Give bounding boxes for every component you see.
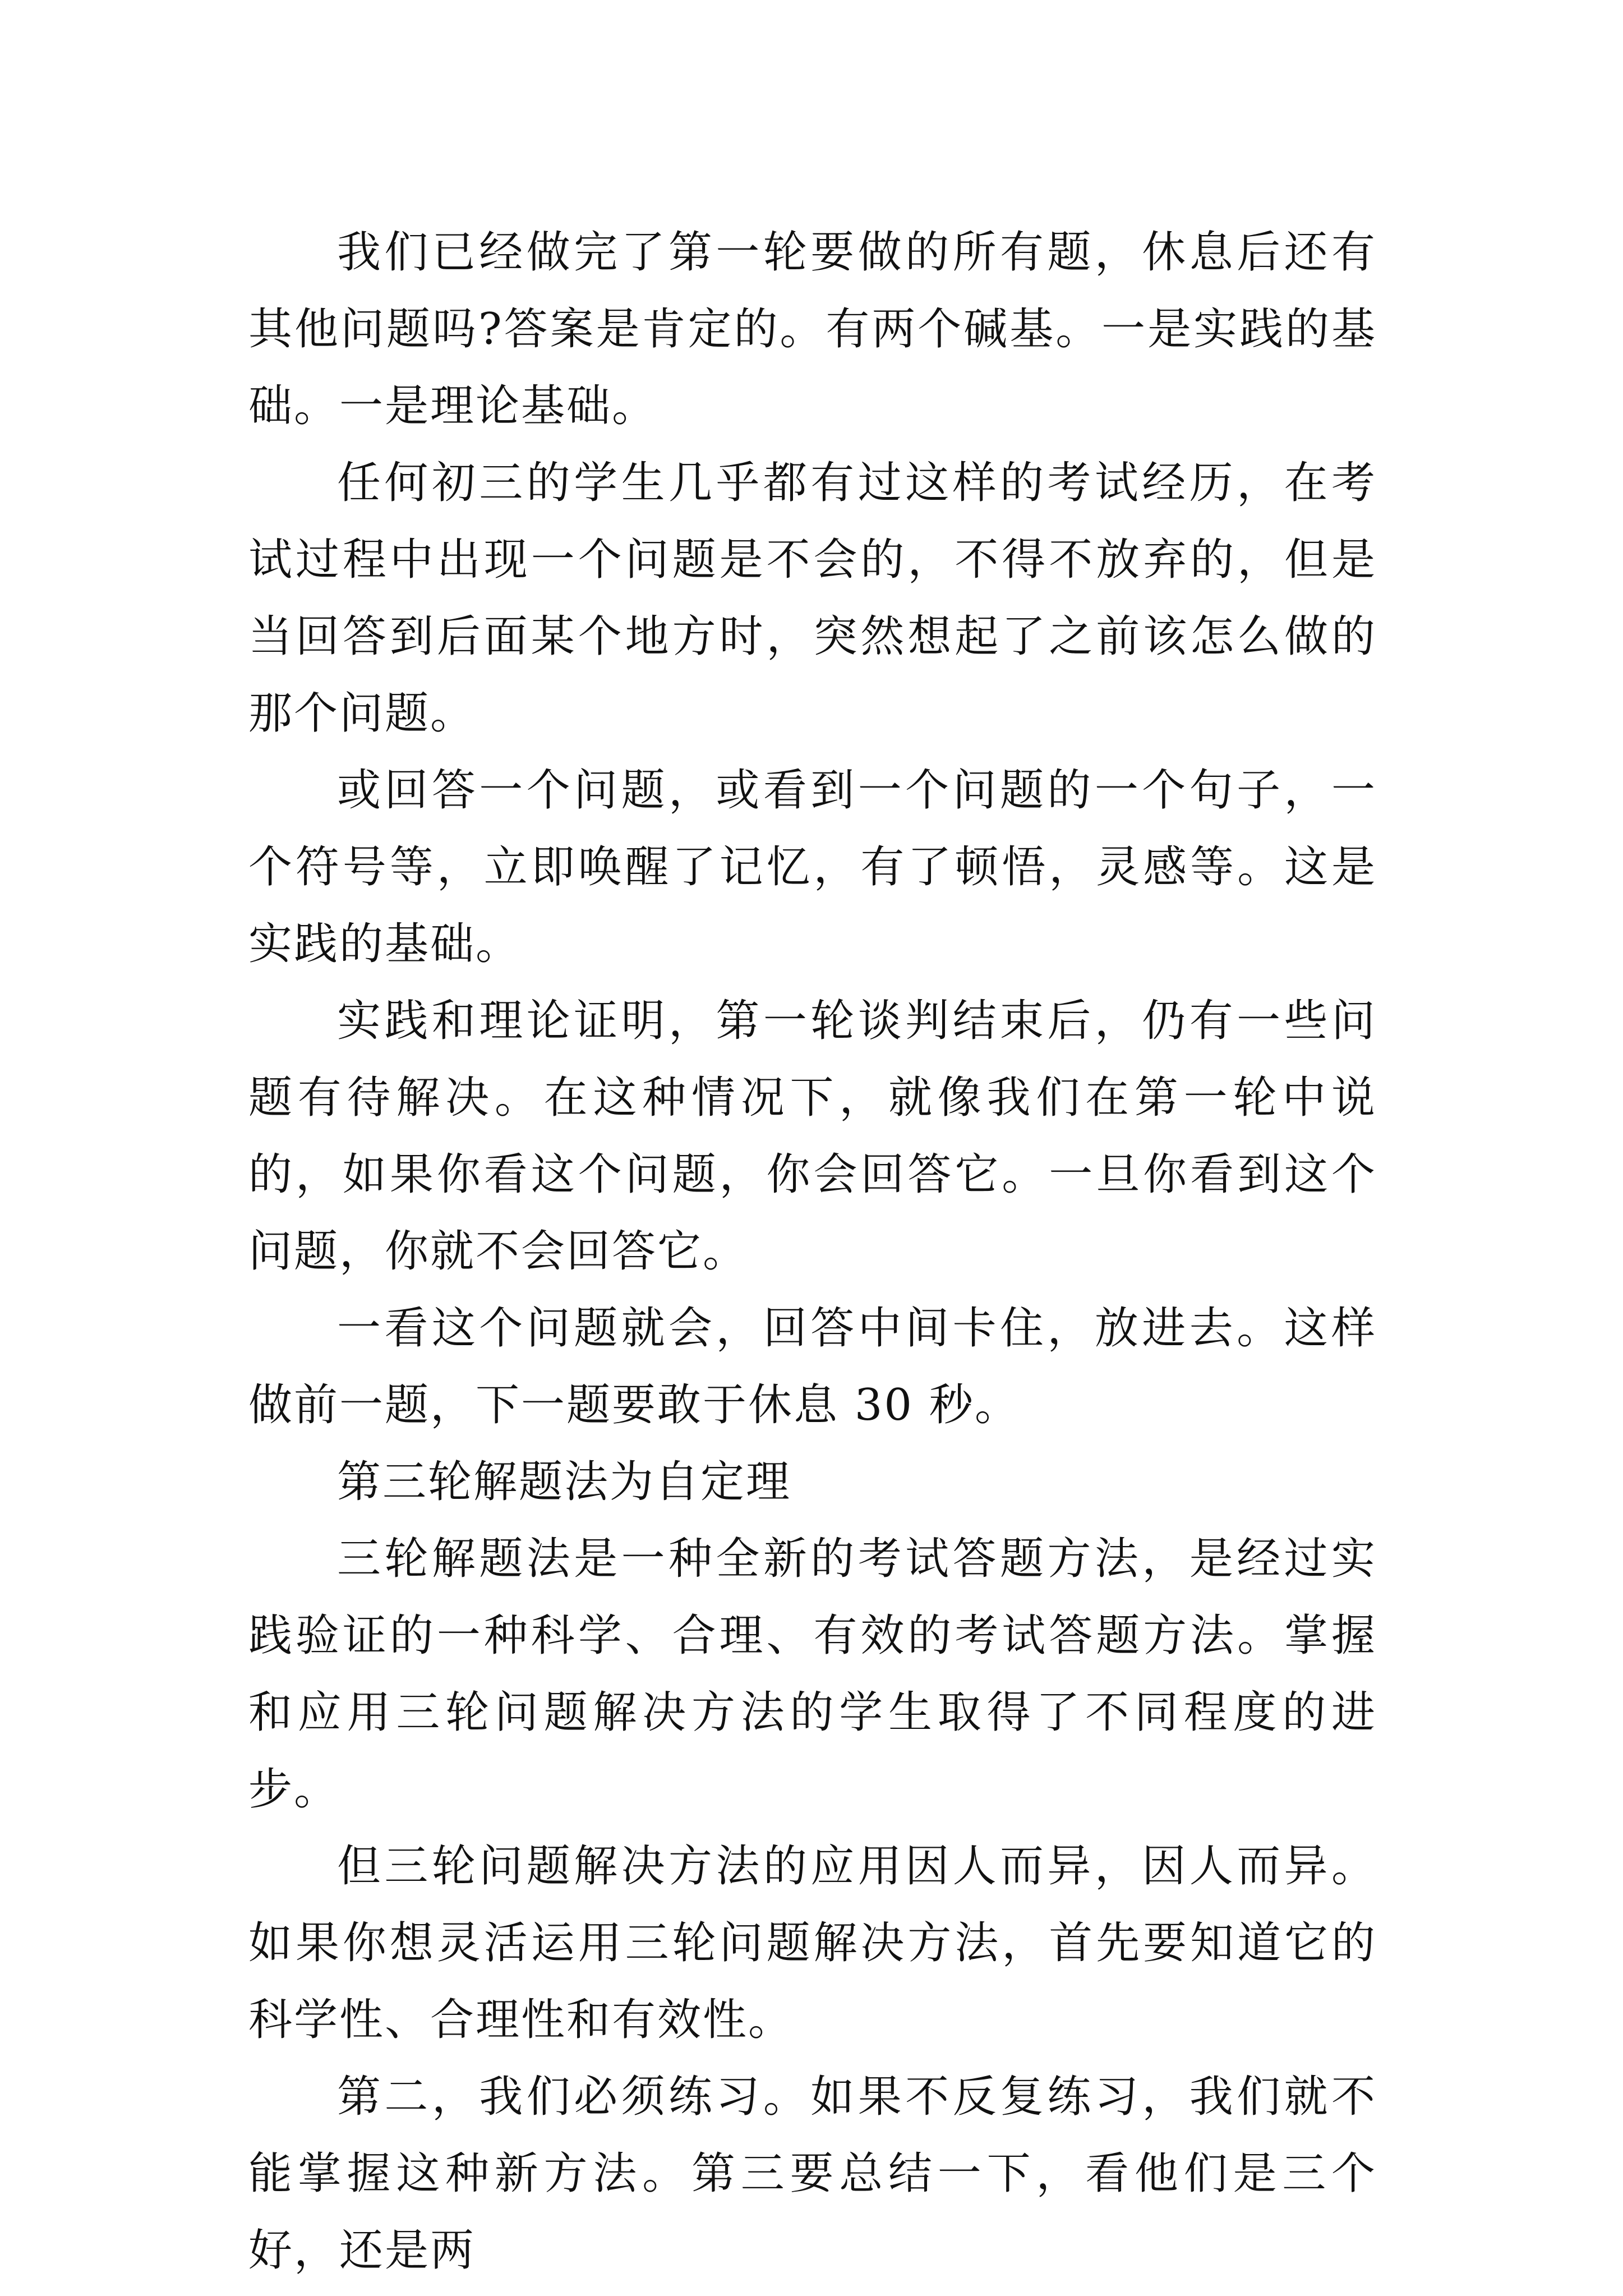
section-heading: 第三轮解题法为自定理 — [337, 1457, 792, 1507]
paragraph-2: 任何初三的学生几乎都有过这样的考试经历，在考试过程中出现一个问题是不会的，不得不放弃的，但是当回答到后面某个地方时，突然想起了之前该怎么做的那个问题。 — [248, 458, 1377, 739]
paragraph-6: 三轮解题法是一种全新的考试答题方法，是经过实践验证的一种科学、合理、有效的考试答题方法。掌握和应用三轮问题解决方法的学生取得了不同程度的进步。 — [248, 1534, 1377, 1815]
paragraph-4: 实践和理论证明，第一轮谈判结束后，仍有一些问题有待解决。在这种情况下，就像我们在第一轮中说的，如果你看这个问题，你会回答它。一旦你看到这个问题，你就不会回答它。 — [248, 996, 1377, 1277]
paragraph-8: 第二，我们必须练习。如果不反复练习，我们就不能掌握这种新方法。第三要总结一下，看他们是三个好，还是两 — [248, 2072, 1377, 2276]
paragraph-3: 或回答一个问题，或看到一个问题的一个句子，一个符号等，立即唤醒了记忆，有了顿悟，灵感等。这是实践的基础。 — [248, 765, 1377, 969]
paragraph-5: 一看这个问题就会，回答中间卡住，放进去。这样做前一题，下一题要敢于休息 30 秒。 — [248, 1303, 1377, 1430]
paragraph-1: 我们已经做完了第一轮要做的所有题，休息后还有其他问题吗?答案是肯定的。有两个碱基。一是实践的基础。一是理论基础。 — [248, 227, 1377, 431]
paragraph-7: 但三轮问题解决方法的应用因人而异，因人而异。如果你想灵活运用三轮问题解决方法，首先要知道它的科学性、合理性和有效性。 — [248, 1841, 1377, 2045]
document-body — [248, 214, 1377, 2289]
